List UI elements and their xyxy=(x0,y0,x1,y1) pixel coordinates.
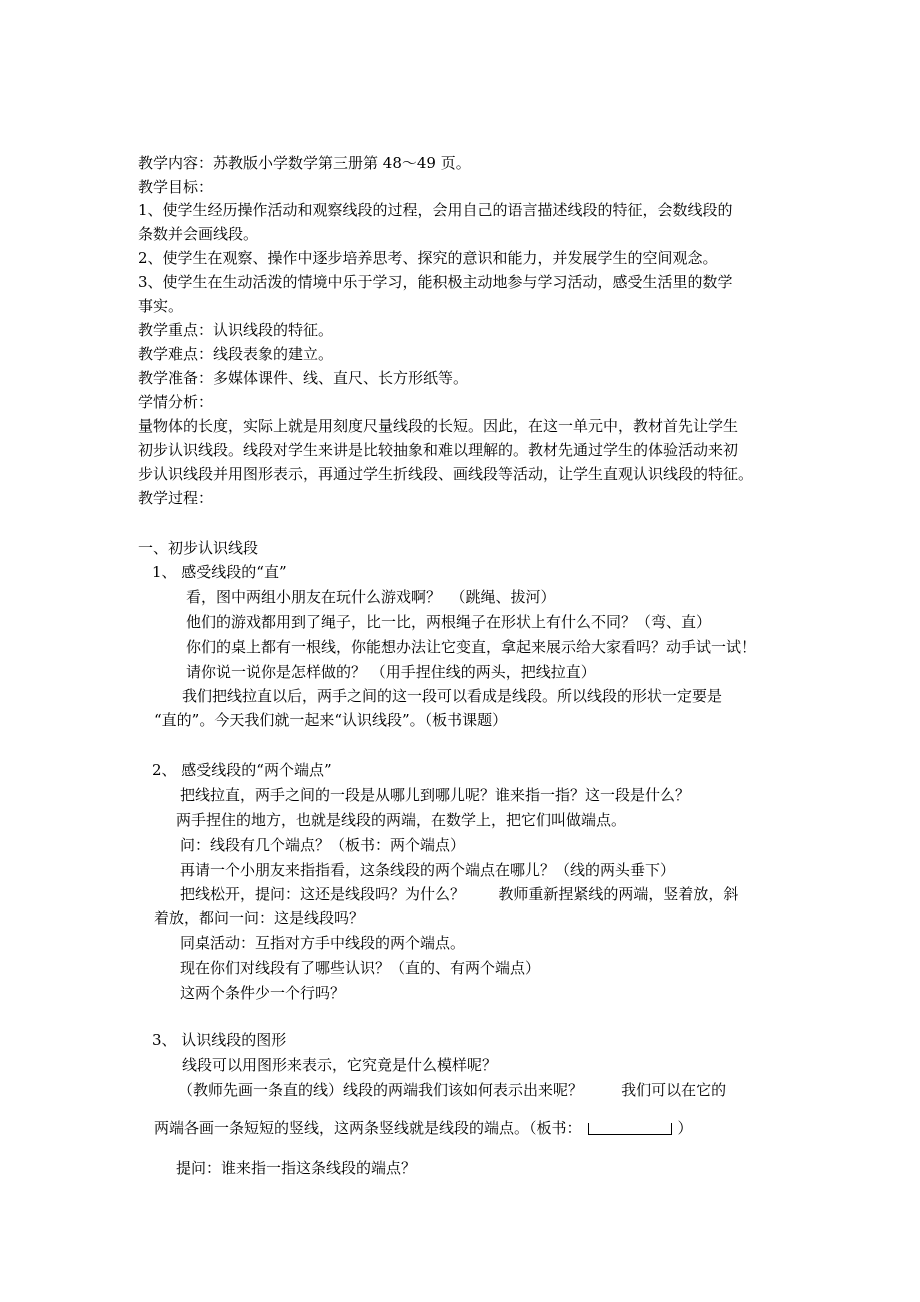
text-line-content: 初步认识线段。线段对学生来讲是比较抽象和难以理解的。教材先通过学生的体验活动来初 xyxy=(138,441,739,459)
text-line xyxy=(138,488,213,508)
text-line-content: 条数并会画线段。 xyxy=(138,225,259,243)
text-line-content: 量物体的长度，实际上就是用刻度尺量线段的长短。因此，在这一单元中，教材首先让学生 xyxy=(138,417,739,435)
text-line xyxy=(138,538,258,558)
text-line-content: 两手捏住的地方，也就是线段的两端，在数学上，把它们叫做端点。 xyxy=(176,811,627,829)
text-line xyxy=(138,368,468,388)
text-line xyxy=(138,392,213,412)
text-line-content: 他们的游戏都用到了绳子，比一比，两根绳子在形状上有什么不同？（弯、直） xyxy=(186,613,712,631)
text-line-content: 教学内容：苏教版小学数学第三册第 48～49 页。 xyxy=(138,154,471,172)
right-endpoint-tick xyxy=(671,1123,672,1135)
segment-bar xyxy=(588,1134,672,1135)
text-line xyxy=(154,710,507,730)
text-line-content: 着放，都问一问：这是线段吗？ xyxy=(154,909,365,927)
question-line xyxy=(176,1158,416,1178)
text-line-content: 教学难点：线段表象的建立。 xyxy=(138,345,334,363)
segment-paragraph-line xyxy=(154,1118,693,1138)
text-line-content: 现在你们对线段有了哪些认识？（直的、有两个端点） xyxy=(180,959,541,977)
text-line xyxy=(138,344,333,364)
text-line xyxy=(138,153,471,173)
text-line-content: 1、 感受线段的“直” xyxy=(152,563,287,581)
text-line xyxy=(152,760,332,780)
text-line xyxy=(186,587,556,607)
text-line-content: 事实。 xyxy=(138,297,184,315)
text-line xyxy=(178,1080,726,1100)
text-line xyxy=(182,1055,497,1075)
text-line-content: 2、使学生在观察、操作中逐步培养思考、探究的意识和能力，并发展学生的空间观念。 xyxy=(138,249,718,267)
text-line-content: 学情分析： xyxy=(138,393,214,411)
text-line-content: 请你说一说你是怎样做的？ （用手捏住线的两头，把线拉直） xyxy=(186,663,596,681)
text-line-content: 线段可以用图形来表示，它究竟是什么模样呢？ xyxy=(182,1056,498,1074)
text-line xyxy=(138,440,738,460)
segment-line-text-before: 两端各画一条短短的竖线，这两条竖线就是线段的端点。（板书： xyxy=(154,1119,582,1137)
text-line-content: 教学准备：多媒体课件、线、直尺、长方形纸等。 xyxy=(138,369,469,387)
text-line-content: “直的”。今天我们就一起来“认识线段”。（板书课题） xyxy=(154,711,508,729)
text-line xyxy=(180,860,675,880)
text-line xyxy=(180,835,465,855)
text-line xyxy=(176,810,626,830)
text-line xyxy=(138,296,183,316)
text-line xyxy=(186,612,711,632)
text-line-content: 同桌活动：互指对方手中线段的两个端点。 xyxy=(180,934,466,952)
text-line-content: 3、 认识线段的图形 xyxy=(152,1031,287,1049)
text-line-content: 一、初步认识线段 xyxy=(138,539,259,557)
text-line xyxy=(186,662,596,682)
text-line-content: 把线拉直，两手之间的一段是从哪儿到哪儿呢？谁来指一指？这一段是什么？ xyxy=(180,786,691,804)
question-text: 提问：谁来指一指这条线段的端点？ xyxy=(176,1159,417,1177)
text-line xyxy=(180,785,690,805)
text-line xyxy=(138,200,733,220)
text-line xyxy=(180,983,345,1003)
text-line-content: 3、使学生在生动活泼的情境中乐于学习，能积极主动地参与学习活动，感受生活里的数学 xyxy=(138,273,733,291)
line-segment-diagram xyxy=(588,1123,672,1135)
text-line xyxy=(138,272,733,292)
text-line xyxy=(138,416,738,436)
text-line-content: 问：线段有几个端点？（板书：两个端点） xyxy=(180,836,466,854)
text-line xyxy=(154,908,364,928)
text-line-content: 看，图中两组小朋友在玩什么游戏啊？ （跳绳、拔河） xyxy=(186,588,556,606)
segment-line-text-after: ） xyxy=(677,1119,693,1137)
text-line-content: 再请一个小朋友来指指看，这条线段的两个端点在哪儿？（线的两头垂下） xyxy=(180,861,676,879)
text-line xyxy=(138,177,213,197)
text-line xyxy=(138,464,753,484)
text-line xyxy=(182,686,722,706)
text-line xyxy=(180,933,465,953)
text-line-content: 2、 感受线段的“两个端点” xyxy=(152,761,332,779)
text-line-content: 教学过程： xyxy=(138,489,214,507)
text-line-content: 教学目标： xyxy=(138,178,214,196)
text-line xyxy=(138,248,718,268)
text-line-content: 你们的桌上都有一根线，你能想办法让它变直，拿起来展示给大家看吗？动手试一试！ xyxy=(186,638,757,656)
text-line-content: 这两个条件少一个行吗？ xyxy=(180,984,346,1002)
text-line-content: 把线松开，提问：这还是线段吗？为什么？ 教师重新捏紧线的两端，竖着放，斜 xyxy=(180,885,739,903)
text-line xyxy=(138,224,258,244)
text-line xyxy=(152,562,287,582)
text-line-content: （教师先画一条直的线）线段的两端我们该如何表示出来呢？ 我们可以在它的 xyxy=(178,1081,727,1099)
text-line-content: 教学重点：认识线段的特征。 xyxy=(138,321,334,339)
text-line-content: 1、使学生经历操作活动和观察线段的过程，会用自己的语言描述线段的特征，会数线段的 xyxy=(138,201,733,219)
text-line-content: 我们把线拉直以后，两手之间的这一段可以看成是线段。所以线段的形状一定要是 xyxy=(182,687,723,705)
text-line-content: 步认识线段并用图形表示，再通过学生折线段、画线段等活动，让学生直观认识线段的特征。 xyxy=(138,465,754,483)
text-line xyxy=(152,1030,286,1050)
text-line xyxy=(180,884,738,904)
text-line xyxy=(138,320,333,340)
text-line xyxy=(180,958,540,978)
text-line xyxy=(186,637,756,657)
